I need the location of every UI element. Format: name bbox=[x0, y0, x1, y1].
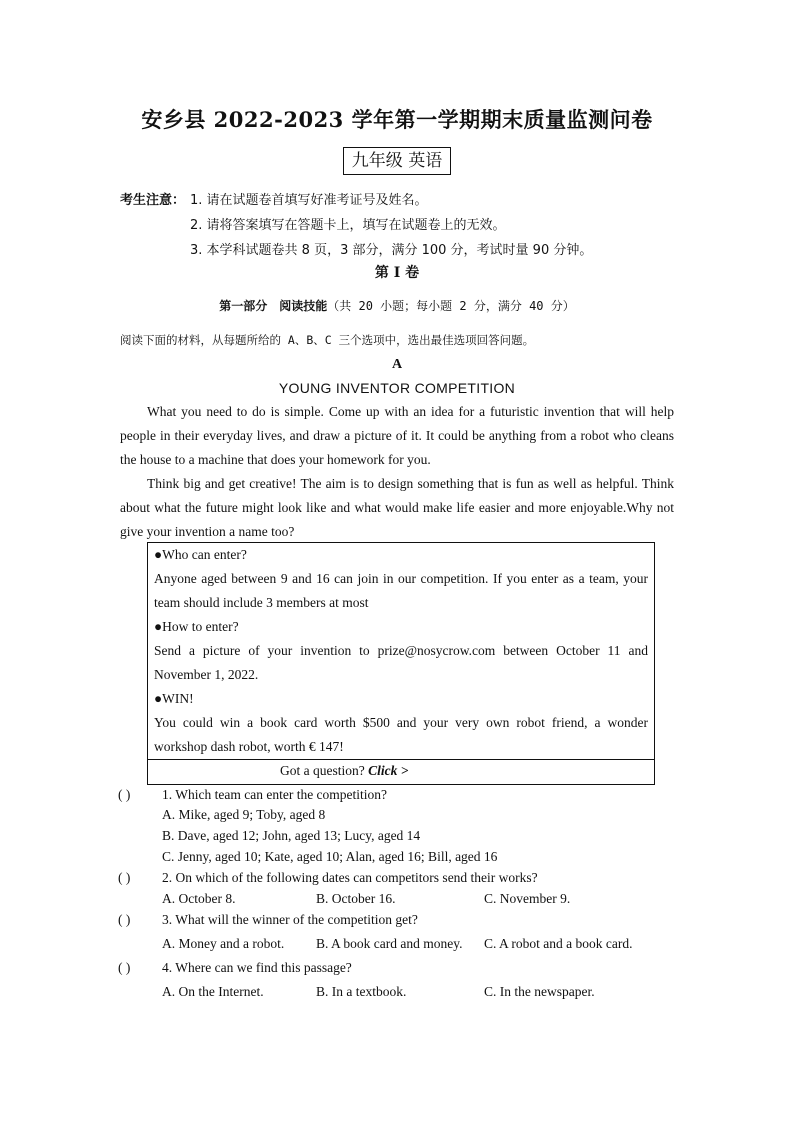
question-prompt bbox=[280, 763, 408, 779]
notice-heading: 考生注意： bbox=[120, 193, 186, 208]
question-2-option-c: C. November 9. bbox=[484, 891, 571, 906]
part-heading bbox=[0, 297, 794, 314]
section-label: A bbox=[391, 357, 403, 372]
notice-item-2: 2. 请将答案填写在答题卡上，填写在试题卷上的无效。 bbox=[190, 218, 506, 233]
answer-blank-1: ( ) bbox=[118, 787, 131, 802]
question-3-stem: 3. What will the winner of the competition get? bbox=[162, 912, 418, 927]
volume-heading: 第 I 卷 bbox=[374, 265, 420, 281]
info-how-text: Send a picture of your invention to prize@nosycrow.com between October 11 and November 1, 2022. bbox=[154, 643, 648, 682]
question-1-option-a: A. Mike, aged 9; Toby, aged 8 bbox=[162, 807, 326, 822]
question-3-option-b: B. A book card and money. bbox=[316, 936, 463, 951]
question-2-option-b: B. October 16. bbox=[316, 891, 396, 906]
info-box-content bbox=[154, 543, 648, 759]
passage-title: YOUNG INVENTOR COMPETITION bbox=[278, 380, 516, 396]
info-who-text: Anyone aged between 9 and 16 can join in our competition. If you enter as a team, your team should include 3 members at most bbox=[154, 571, 648, 610]
question-1-option-b: B. Dave, aged 12; John, aged 13; Lucy, aged 14 bbox=[162, 828, 421, 843]
grade-subject-box: 九年级 英语 bbox=[343, 147, 451, 175]
paragraph-2-text: Think big and get creative! The aim is to design something that is fun as well as helpful. Think about what the future might look like and what would make life easier and more enjoyable.Why not give your invention a name too? bbox=[120, 476, 674, 539]
directions: 阅读下面的材料，从每题所给的 A、B、C 三个选项中，选出最佳选项回答问题。 bbox=[120, 333, 535, 347]
question-4-option-a: A. On the Internet. bbox=[162, 984, 264, 999]
part-title: 第一部分 阅读技能 bbox=[219, 299, 328, 313]
notice-item-3: 3. 本学科试题卷共 8 页，3 部分，满分 100 分，考试时量 90 分钟。 bbox=[190, 243, 593, 258]
question-1-stem: 1. Which team can enter the competition? bbox=[162, 787, 388, 802]
paragraph-1 bbox=[120, 400, 674, 472]
info-how-heading: ●How to enter? bbox=[154, 619, 239, 634]
answer-blank-4: ( ) bbox=[118, 960, 131, 975]
question-prompt-text: Got a question? bbox=[280, 763, 369, 778]
paragraph-1-text: What you need to do is simple. Come up with an idea for a futuristic invention that will help people in their everyday lives, and draw a picture of it. It could be anything from a robot who cleans the house to a machine that does your homework for you. bbox=[120, 404, 674, 467]
answer-blank-3: ( ) bbox=[118, 912, 131, 927]
info-win-text: You could win a book card worth $500 and your very own robot friend, a wonder workshop dash robot, worth € 147! bbox=[154, 715, 648, 754]
question-4-option-b: B. In a textbook. bbox=[316, 984, 407, 999]
notice-item-1: 1. 请在试题卷首填写好准考证号及姓名。 bbox=[190, 193, 428, 208]
info-box-footer bbox=[148, 759, 654, 785]
question-3-option-c: C. A robot and a book card. bbox=[484, 936, 633, 951]
click-link[interactable]: Click > bbox=[368, 763, 409, 778]
paragraph-2 bbox=[120, 472, 674, 544]
question-2-stem: 2. On which of the following dates can competitors send their works? bbox=[162, 870, 538, 885]
info-box bbox=[147, 542, 655, 785]
question-1-option-c: C. Jenny, aged 10; Kate, aged 10; Alan, aged 16; Bill, aged 16 bbox=[162, 849, 498, 864]
question-4-option-c: C. In the newspaper. bbox=[484, 984, 595, 999]
page-title: 安乡县 2022-2023 学年第一学期期末质量监测问卷 bbox=[141, 107, 653, 132]
question-2-option-a: A. October 8. bbox=[162, 891, 236, 906]
part-detail: （共 20 小题；每小题 2 分，满分 40 分） bbox=[327, 299, 575, 313]
question-3-option-a: A. Money and a robot. bbox=[162, 936, 285, 951]
info-win-heading: ●WIN! bbox=[154, 691, 194, 706]
answer-blank-2: ( ) bbox=[118, 870, 131, 885]
info-who-heading: ●Who can enter? bbox=[154, 547, 247, 562]
question-4-stem: 4. Where can we find this passage? bbox=[162, 960, 352, 975]
